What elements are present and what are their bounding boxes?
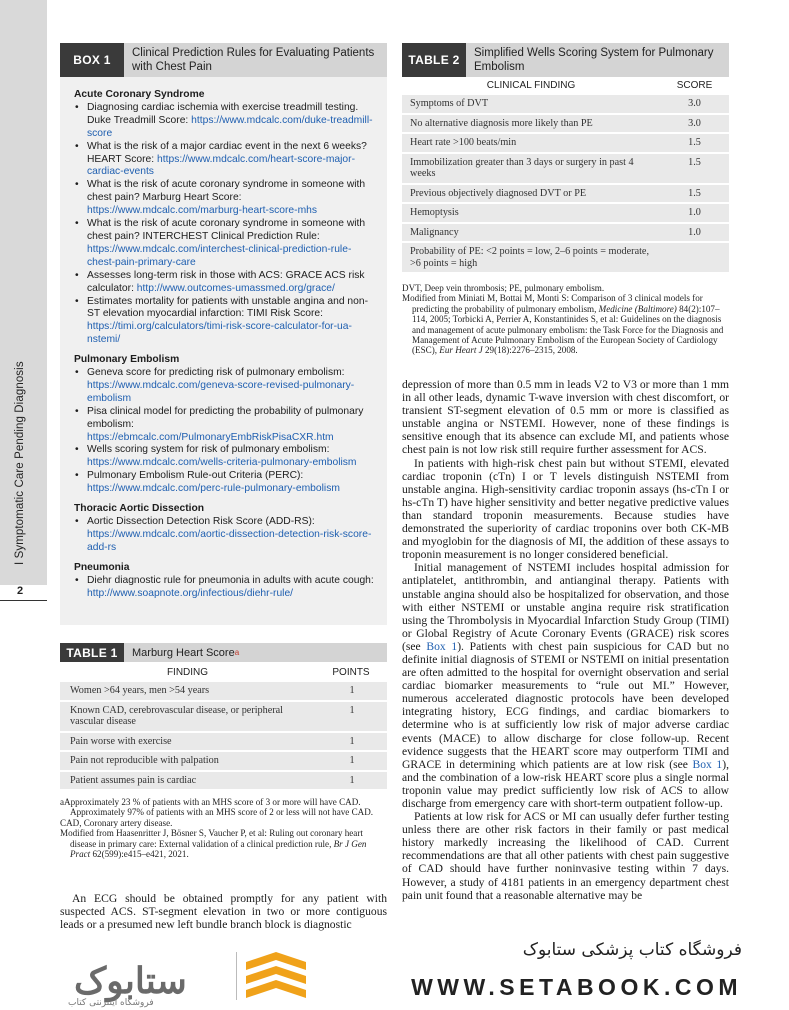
body-right-paragraph-1: depression of more than 0.5 mm in leads V2 to V3 or more than 1 mm in all other leads, dynamic T-wave inversion with chest discomfort, or transient ST-segment elevation of 0.5 mm or more is classified as unstable angina or NSTEMI. However, none of these findings is sensitive enough that its absence can exclude MI, and patients whose chest pain is not low risk still require further assessment for ACS. (402, 378, 729, 457)
body-right-paragraph-3 (402, 561, 729, 810)
table-2-title: Simplified Wells Scoring System for Pulmonary Embolism (474, 47, 714, 73)
table-1-cell-finding: Pain not reproducible with palpation (70, 755, 219, 766)
table-2-col-finding: CLINICAL FINDING (486, 80, 576, 91)
box-1-list (60, 102, 387, 347)
table-2-row (402, 243, 729, 272)
box-1-item-text: Diagnosing cardiac ischemia with exercise treadmill testing. Duke Treadmill Score: (87, 101, 359, 126)
box-1-list-item (87, 296, 377, 348)
table-2-cell-finding: Heart rate >100 beats/min (410, 137, 517, 148)
table-1-cell-finding: Women >64 years, men >54 years (70, 685, 210, 696)
box-1-section-heading: Pulmonary Embolism (74, 354, 180, 366)
table-1-cell-points: 1 (349, 755, 355, 766)
box-1-reference-link[interactable]: Box 1 (692, 757, 723, 771)
table-2-col-score: SCORE (676, 80, 713, 91)
table-2-cell-finding: Previous objectively diagnosed DVT or PE (410, 187, 587, 199)
box-1-list-item (87, 470, 377, 496)
table-2-row (402, 134, 729, 152)
box-1-item-text: Estimates mortality for patients with unstable angina and non-ST elevation myocardial infarction: TIMI Risk Score: (87, 295, 369, 320)
p3-part-b: ). Patients with chest pain suspicious for CAD but no definite initial diagnosis of STEMI or NSTEMI on initial presentation are often admitted to the hospital for overnight observation and serial cardiac biomarker measurements to “rule out MI.” However, numerous accelerated diagnostic protocols have been developed integrating history, ECG findings, and cardiac biomarkers to determine who is at sufficiently low risk of major adverse cardiac events (MACE) to allow discharge for close follow-up. Recent evidence suggests that the HEART score may outperform TIMI and GRACE in determining which patients are at low risk (see (402, 639, 729, 771)
box-1-item-text: What is the risk of a major cardiac event in the next 6 weeks? HEART Score: (87, 140, 367, 165)
box-1-item-link[interactable]: http://www.soapnote.org/infectious/diehr-rule/ (87, 587, 294, 599)
box-1-item-text: Pulmonary Embolism Rule-out Criteria (PERC): (87, 470, 304, 482)
p3-part-a: Initial management of NSTEMI includes hospital admission for antiplatelet, antithrombin, and antianginal therapy. Patients with unstable angina should also be hospitalized for observation, and those with either NSTEMI or unstable angina require risk stratification using the Thrombolysis in Myocardial Infarction Study Group (TIMI) or Global Registry of Acute Coronary Events (GRACE) risk scores (see (402, 561, 729, 653)
box-1-item-text: What is the risk of acute coronary syndrome in someone with chest pain? Marburg Heart Score: (87, 179, 366, 204)
footer-watermark (40, 938, 760, 1010)
table-1-cell-points: 1 (349, 735, 355, 747)
table-2-cell-finding: Symptoms of DVT (410, 98, 489, 109)
body-right-paragraph-2: In patients with high-risk chest pain but without STEMI, elevated cardiac troponin (cTn) I or T levels distinguish NSTEMI from unstable angina. High-sensitivity cardiac troponin assays (hs-cTn I or hs-cTn T) have higher sensitivity and better negative predictive values than standard troponin measurements. Because studies have demonstrated the superiority of cardiac troponins over both CK-MB and myoglobin for the diagnosis of MI, the addition of these assays to troponin measurement is no longer considered beneficial. (402, 456, 729, 562)
box-1-list (60, 575, 387, 601)
box-1-list (60, 516, 387, 555)
table-1-cell-finding: Patient assumes pain is cardiac (70, 774, 197, 786)
box-1-item-link[interactable]: https://www.mdcalc.com/duke-treadmill-score (87, 114, 373, 139)
setabook-chevron-icon (246, 952, 306, 1004)
running-head: I Symptomatic Care Pending Diagnosis (14, 361, 26, 565)
box-1-item-text: Diehr diagnostic rule for pneumonia in adults with acute cough: (87, 574, 374, 586)
setabook-logo-subtitle: فروشگاه اینترنتی کتاب (68, 998, 154, 1008)
box-1-reference-link[interactable]: Box 1 (426, 639, 458, 653)
table-1-title-mark: a (234, 647, 240, 657)
box-1-section-heading: Thoracic Aortic Dissection (74, 503, 205, 515)
table-2-cell-score: 1.0 (688, 226, 701, 238)
footer-divider (236, 952, 237, 1000)
box-1-list-item (87, 102, 377, 141)
table-1-footnotes (60, 797, 387, 859)
table-1-row (60, 772, 387, 790)
box-1-list-item (87, 270, 377, 296)
table-2-row (402, 95, 729, 113)
table-2-rows (402, 95, 729, 272)
table-1-cell-points: 1 (349, 685, 355, 696)
table-1-source (60, 828, 387, 859)
body-text-right (402, 378, 729, 936)
table-1-row (60, 752, 387, 770)
table-2-source-journal-2: Eur Heart J (439, 345, 483, 356)
table-2-cell-score: 3.0 (688, 117, 701, 129)
table-2-row (402, 185, 729, 203)
box-1-list-item (87, 218, 377, 270)
table-2-row (402, 154, 729, 183)
table-1-cell-points: 1 (349, 774, 355, 786)
table-1-source-journal: Br J Gen Pract (70, 838, 367, 860)
box-1-section-heading: Acute Coronary Syndrome (74, 89, 205, 100)
table-1-col-finding: FINDING (166, 667, 209, 678)
table-2-cell-finding: Immobilization greater than 3 days or surgery in past 4 weeks (410, 156, 634, 179)
table-2-abbrev: DVT, Deep vein thrombosis; PE, pulmonary embolism. (402, 283, 605, 293)
table-2-cell-score: 1.0 (688, 207, 701, 218)
table-2-row (402, 204, 729, 222)
body-right-paragraph-4: Patients at low risk for ACS or MI can usually defer further testing unless there are other risk factors in their family or past medical history markedly increasing the likelihood of CAD. Current recommendations are that all other patients with chest pain suggestive of CAD should have further noninvasive testing within 7 days. However, a study of 4181 patients in an emergency department chest pain unit found that a reasonable alternative may be (402, 810, 729, 902)
sidebar-tab (0, 0, 47, 600)
box-1-item-text: Wells scoring system for risk of pulmonary embolism: (87, 444, 330, 456)
table-2-source (402, 293, 729, 355)
box-1-list-item (87, 516, 377, 555)
box-1-item-text: Geneva score for predicting risk of pulmonary embolism: (87, 367, 345, 379)
table-2-cell-score: 1.5 (688, 156, 701, 168)
box-1-item-link[interactable]: https://ebmcalc.com/PulmonaryEmbRiskPisaCXR.htm (87, 431, 334, 443)
table-2-source-mid: 84(2):107–114, 2005; Torbicki A, Perrier A, Konstantinides S, et al: Guidelines on the diagnosis and management of acute pulmonary embolism: the Task Force for the Diagnosis and Management of Acute Pulmonary Embolism of the European Society of Cardiology (ESC), (412, 303, 724, 356)
table-1-cell-finding: Known CAD, cerebrovascular disease, or peripheral vascular disease (70, 704, 284, 727)
box-1-item-text: Aortic Dissection Detection Risk Score (ADD-RS): (87, 516, 315, 527)
table-1-header (60, 643, 387, 662)
table-2-cell-finding: Malignancy (410, 226, 459, 238)
table-2-cell-score: 3.0 (688, 98, 701, 109)
body-left-paragraph: An ECG should be obtained promptly for any patient with suspected ACS. ST-segment elevation in two or more contiguous leads or a presumed new left bundle branch block is diagnostic (60, 892, 387, 932)
box-1-content (60, 77, 387, 600)
table-1-footnote-a: aApproximately 23 % of patients with an MHS score of 3 or more will have CAD. Approximately 97% of patients with an MHS score of 2 or less will not have CAD. (60, 797, 374, 818)
box-1-list-item (87, 575, 377, 601)
table-2-source-pre: Modified from Miniati M, Bottai M, Monti S: Comparison of 3 clinical models for predicting the probability of pulmonary embolism, (402, 293, 703, 314)
table-1-source-pre: Modified from Haasenritter J, Bösner S, Vaucher P, et al: Ruling out coronary heart disease in primary care: External validation of a clinical prediction rule, (60, 828, 363, 849)
box-1-header (60, 43, 387, 77)
box-1-item-link[interactable]: https://www.mdcalc.com/heart-score-major-cardiac-events (87, 153, 355, 178)
table-1-row (60, 682, 387, 700)
table-1-row (60, 733, 387, 751)
box-1-list-item (87, 367, 377, 406)
table-2-source-post: 29(18):2276–2315, 2008. (482, 345, 578, 356)
table-2-row (402, 115, 729, 133)
box-1-item-link[interactable]: https://www.mdcalc.com/wells-criteria-pulmonary-embolism (87, 457, 357, 469)
store-name: فروشگاه کتاب پزشکی ستابوک (522, 940, 742, 960)
box-1-list-item (87, 179, 377, 218)
box-1-list-item (87, 406, 377, 445)
setabook-logo-text: ستابوک (74, 960, 187, 1001)
box-1-list-item (87, 444, 377, 470)
table-2-cell-score: 1.5 (688, 137, 701, 148)
table-2-header (402, 43, 729, 77)
p3-part-c: ), and the combination of a low-risk HEART score plus a single normal troponin value may predict sufficiently low risk of ACS to allow discharge from emergency care with short-term outpatient follow-up. (402, 757, 729, 810)
table-1-col-points: POINTS (332, 667, 370, 678)
box-1-item-text: Assesses long-term risk in those with ACS: GRACE ACS risk calculator: (87, 269, 365, 294)
box-1-section-heading: Pneumonia (74, 561, 130, 573)
box-1-item-link[interactable]: https://www.mdcalc.com/perc-rule-pulmonary-embolism (87, 483, 340, 495)
box-1-item-text: Pisa clinical model for predicting the probability of pulmonary embolism: (87, 405, 364, 430)
box-1-tag: BOX 1 (60, 43, 124, 77)
box-1-list-item (87, 141, 377, 180)
box-1-item-link[interactable]: https://www.mdcalc.com/aortic-dissection-detection-risk-score-add-rs (87, 528, 372, 553)
box-1-item-link[interactable]: https://www.mdcalc.com/marburg-heart-score-mhs (87, 205, 318, 217)
store-url[interactable]: WWW.SETABOOK.COM (411, 974, 742, 1000)
table-2-column-headers (402, 80, 729, 91)
table-1-title (124, 643, 247, 662)
box-1-title: Clinical Prediction Rules for Evaluating Patients with Chest Pain (132, 47, 375, 73)
box-1-item-text: What is the risk of acute coronary syndrome in someone with chest pain? INTERCHEST Clinical Prediction Rule: (87, 218, 366, 242)
table-2-tag: TABLE 2 (402, 43, 466, 77)
box-1-item-link[interactable]: https://timi.org/calculators/timi-risk-score-calculator-for-ua-nstemi/ (87, 321, 352, 346)
table-1-rows (60, 682, 387, 789)
box-1-body (60, 77, 387, 625)
table-1-cell-finding: Pain worse with exercise (70, 735, 172, 747)
table-1-source-post: 62(599):e415–e421, 2021. (90, 849, 189, 860)
page-number: 2 (0, 585, 47, 601)
table-2-source-journal-1: Medicine (Baltimore) (598, 303, 677, 314)
box-1 (60, 43, 387, 625)
table-2-cell-finding: Probability of PE: <2 points = low, 2–6 points = moderate, >6 points = high (410, 246, 649, 269)
table-2-cell-finding: Hemoptysis (410, 207, 459, 218)
table-1-cell-points: 1 (349, 704, 355, 716)
table-2 (402, 80, 729, 272)
box-1-list (60, 367, 387, 496)
table-2-cell-finding: No alternative diagnosis more likely than PE (410, 117, 593, 129)
table-1-row (60, 702, 387, 731)
table-1 (60, 667, 387, 789)
table-1-tag: TABLE 1 (60, 643, 124, 662)
box-1-item-link[interactable]: http://www.outcomes-umassmed.org/grace/ (136, 282, 335, 294)
table-1-column-headers (60, 667, 387, 678)
box-1-item-link[interactable]: https://www.mdcalc.com/interchest-clinical-prediction-rule-chest-pain-primary-care (87, 243, 352, 268)
table-2-cell-score: 1.5 (688, 187, 701, 199)
box-1-item-link[interactable]: https://www.mdcalc.com/geneva-score-revised-pulmonary-embolism (87, 379, 355, 404)
table-1-abbrev: CAD, Coronary artery disease. (60, 817, 173, 828)
table-2-row (402, 224, 729, 242)
body-text-left (60, 892, 387, 931)
table-1-title-text: Marburg Heart Score (132, 646, 235, 659)
table-2-footnotes (402, 283, 729, 356)
table-2-cell-score (660, 243, 729, 272)
